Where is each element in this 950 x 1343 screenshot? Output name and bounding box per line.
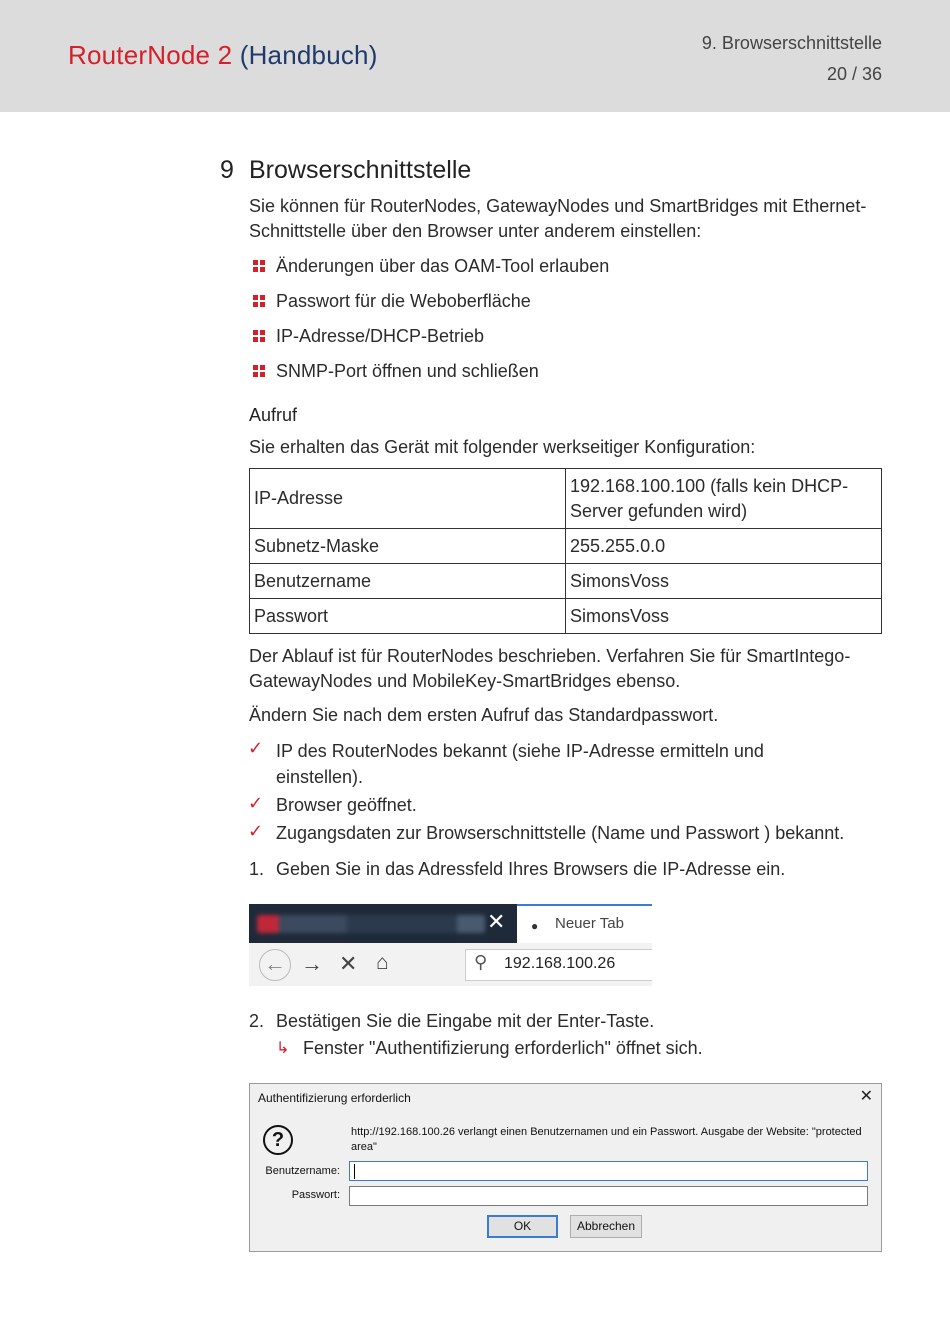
- prerequisite-item: Browser geöffnet.: [276, 795, 417, 815]
- step-result: Fenster "Authentifizierung erforderlich" öffnet sich.: [303, 1038, 703, 1058]
- close-icon[interactable]: ✕: [859, 1088, 873, 1105]
- table-value: 255.255.0.0: [566, 529, 882, 564]
- checkmark-icon: ✓: [248, 738, 264, 758]
- section-title: Browserschnittstelle: [249, 156, 472, 184]
- auth-dialog: [249, 1083, 882, 1252]
- checkmark-icon: ✓: [248, 793, 264, 813]
- question-icon: ?: [263, 1125, 293, 1155]
- step-text: Bestätigen Sie die Eingabe mit der Enter-Taste.: [276, 1011, 655, 1031]
- close-icon[interactable]: ✕: [487, 909, 506, 934]
- new-tab-label: Neuer Tab: [555, 915, 624, 932]
- step-text: Geben Sie in das Adressfeld Ihres Browsers die IP-Adresse ein.: [276, 859, 786, 879]
- brand-main: RouterNode 2: [68, 40, 233, 70]
- bullet-icon: [253, 295, 265, 307]
- table-row: [250, 469, 882, 529]
- intro-paragraph: Sie können für RouterNodes, GatewayNodes und SmartBridges mit Ethernet-Schnittstelle über den Browser unter anderem einstellen:: [249, 196, 867, 241]
- address-bar[interactable]: [465, 949, 652, 981]
- table-row: [250, 564, 882, 599]
- cancel-button[interactable]: Abbrechen: [570, 1215, 642, 1238]
- table-value: SimonsVoss: [566, 564, 882, 599]
- address-text: 192.168.100.26: [504, 955, 616, 972]
- password-label: Passwort:: [291, 1189, 340, 1201]
- browser-toolbar: [249, 943, 652, 986]
- config-intro: Sie erhalten das Gerät mit folgender werkseitiger Konfiguration:: [249, 437, 756, 457]
- table-key: Passwort: [250, 599, 566, 634]
- header-meta: [702, 28, 882, 90]
- browser-screenshot: [249, 904, 652, 986]
- dialog-message: http://192.168.100.26 verlangt einen Benutzernamen und ein Passwort. Ausgabe der Website: "protected area": [351, 1126, 862, 1153]
- result-arrow-icon: ↳: [276, 1040, 290, 1057]
- bullet-icon: [253, 365, 265, 377]
- username-label: Benutzername:: [265, 1165, 340, 1177]
- page-header: [0, 0, 950, 112]
- table-key: IP-Adresse: [250, 469, 566, 529]
- bullet-item: Passwort für die Weboberfläche: [276, 291, 531, 311]
- section-number: 9: [220, 156, 234, 184]
- tab-dot-icon: ●: [531, 919, 539, 933]
- blurred-tab-title: [257, 915, 485, 933]
- brand-title: [68, 40, 378, 71]
- table-key: Subnetz-Maske: [250, 529, 566, 564]
- table-row: [250, 529, 882, 564]
- browser-tab-active[interactable]: [249, 904, 517, 943]
- table-value: SimonsVoss: [566, 599, 882, 634]
- table-key: Benutzername: [250, 564, 566, 599]
- procedure-note: Der Ablauf ist für RouterNodes beschrieben. Verfahren Sie für SmartIntego-GatewayNodes und MobileKey-SmartBridges ebenso.: [249, 646, 851, 691]
- bullet-icon: [253, 260, 265, 272]
- bullet-item: SNMP-Port öffnen und schließen: [276, 361, 539, 381]
- bullet-item: Änderungen über das OAM-Tool erlauben: [276, 256, 610, 276]
- config-table: [249, 468, 882, 634]
- password-field[interactable]: [349, 1186, 868, 1206]
- username-field[interactable]: [349, 1161, 868, 1181]
- brand-sub: (Handbuch): [239, 40, 378, 70]
- table-value: 192.168.100.100 (falls kein DHCP-Server gefunden wird): [566, 469, 882, 529]
- page-number: 20 / 36: [826, 64, 882, 84]
- browser-tab-new[interactable]: [517, 904, 652, 943]
- checkmark-icon: ✓: [248, 821, 264, 841]
- search-icon: ⚲: [474, 952, 488, 972]
- prerequisite-item: IP des RouterNodes bekannt (siehe IP-Adresse ermitteln und einstellen).: [276, 741, 764, 787]
- table-row: [250, 599, 882, 634]
- bullet-item: IP-Adresse/DHCP-Betrieb: [276, 326, 485, 346]
- password-note: Ändern Sie nach dem ersten Aufruf das Standardpasswort.: [249, 705, 719, 725]
- step-number: 1.: [249, 859, 265, 879]
- dialog-title: Authentifizierung erforderlich: [258, 1091, 411, 1105]
- prerequisite-item: Zugangsdaten zur Browserschnittstelle (Name und Passwort ) bekannt.: [276, 823, 845, 843]
- step-number: 2.: [249, 1011, 265, 1031]
- ok-button[interactable]: OK: [487, 1215, 558, 1238]
- bullet-icon: [253, 330, 265, 342]
- home-icon[interactable]: ⌂: [376, 951, 389, 974]
- back-icon[interactable]: ←: [259, 949, 291, 981]
- chapter-title: 9. Browserschnittstelle: [701, 33, 882, 53]
- subheading: Aufruf: [249, 405, 298, 425]
- stop-icon[interactable]: ✕: [339, 951, 358, 976]
- forward-icon[interactable]: →: [301, 951, 323, 976]
